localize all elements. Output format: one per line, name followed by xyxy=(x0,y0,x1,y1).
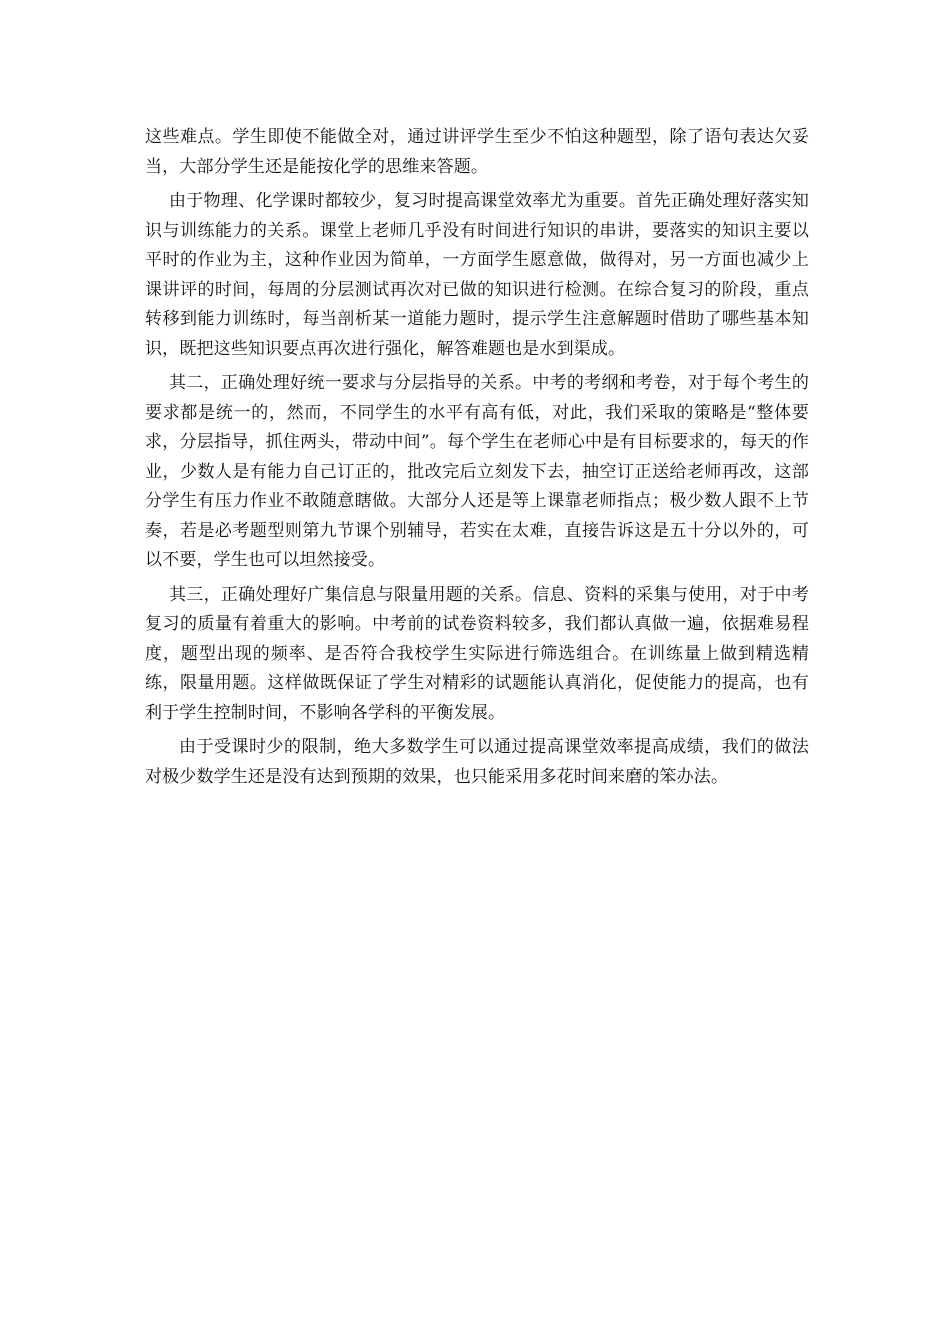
document-body xyxy=(145,123,809,797)
paragraph-conclusion: 由于受课时少的限制，绝大多数学生可以通过提高课堂效率提高成绩，我们的做法对极少数学生还是没有达到预期的效果，也只能采用多花时间来磨的笨办法。 xyxy=(145,737,809,787)
paragraph-third-point: 其三，正确处理好广集信息与限量用题的关系。信息、资料的采集与使用，对于中考复习的质量有着重大的影响。中考前的试卷资料较多，我们都认真做一遍，依据难易程度，题型出现的频率、是否符合我校学生实际进行筛选组合。在训练量上做到精选精练，限量用题。这样做既保证了学生对精彩的试题能认真消化，促使能力的提高，也有利于学生控制时间，不影响各学科的平衡发展。 xyxy=(145,584,809,723)
paragraph-efficiency: 由于物理、化学课时都较少，复习时提高课堂效率尤为重要。首先正确处理好落实知识与训练能力的关系。课堂上老师几乎没有时间进行知识的串讲，要落实的知识主要以平时的作业为主，这种作业因为简单，一方面学生愿意做，做得对，另一方面也减少上课讲评的时间，每周的分层测试再次对已做的知识进行检测。在综合复习的阶段，重点转移到能力训练时，每当剖析某一道能力题时，提示学生注意解题时借助了哪些基本知识，既把这些知识要点再次进行强化，解答难题也是水到渠成。 xyxy=(145,191,809,359)
paragraph-continuation: 这些难点。学生即使不能做全对，通过讲评学生至少不怕这种题型，除了语句表达欠妥当，大部分学生还是能按化学的思维来答题。 xyxy=(145,127,809,177)
paragraph-second-point: 其二，正确处理好统一要求与分层指导的关系。中考的考纲和考卷，对于每个考生的要求都是统一的，然而，不同学生的水平有高有低，对此，我们采取的策略是“整体要求，分层指导，抓住两头，带动中间”。每个学生在老师心中是有目标要求的，每天的作业，少数人是有能力自己订正的，批改完后立刻发下去，抽空订正送给老师再改，这部分学生有压力作业不敢随意瞎做。大部分人还是等上课靠老师指点；极少数人跟不上节奏，若是必考题型则第九节课个别辅导，若实在太难，直接告诉这是五十分以外的，可以不要，学生也可以坦然接受。 xyxy=(145,373,809,570)
